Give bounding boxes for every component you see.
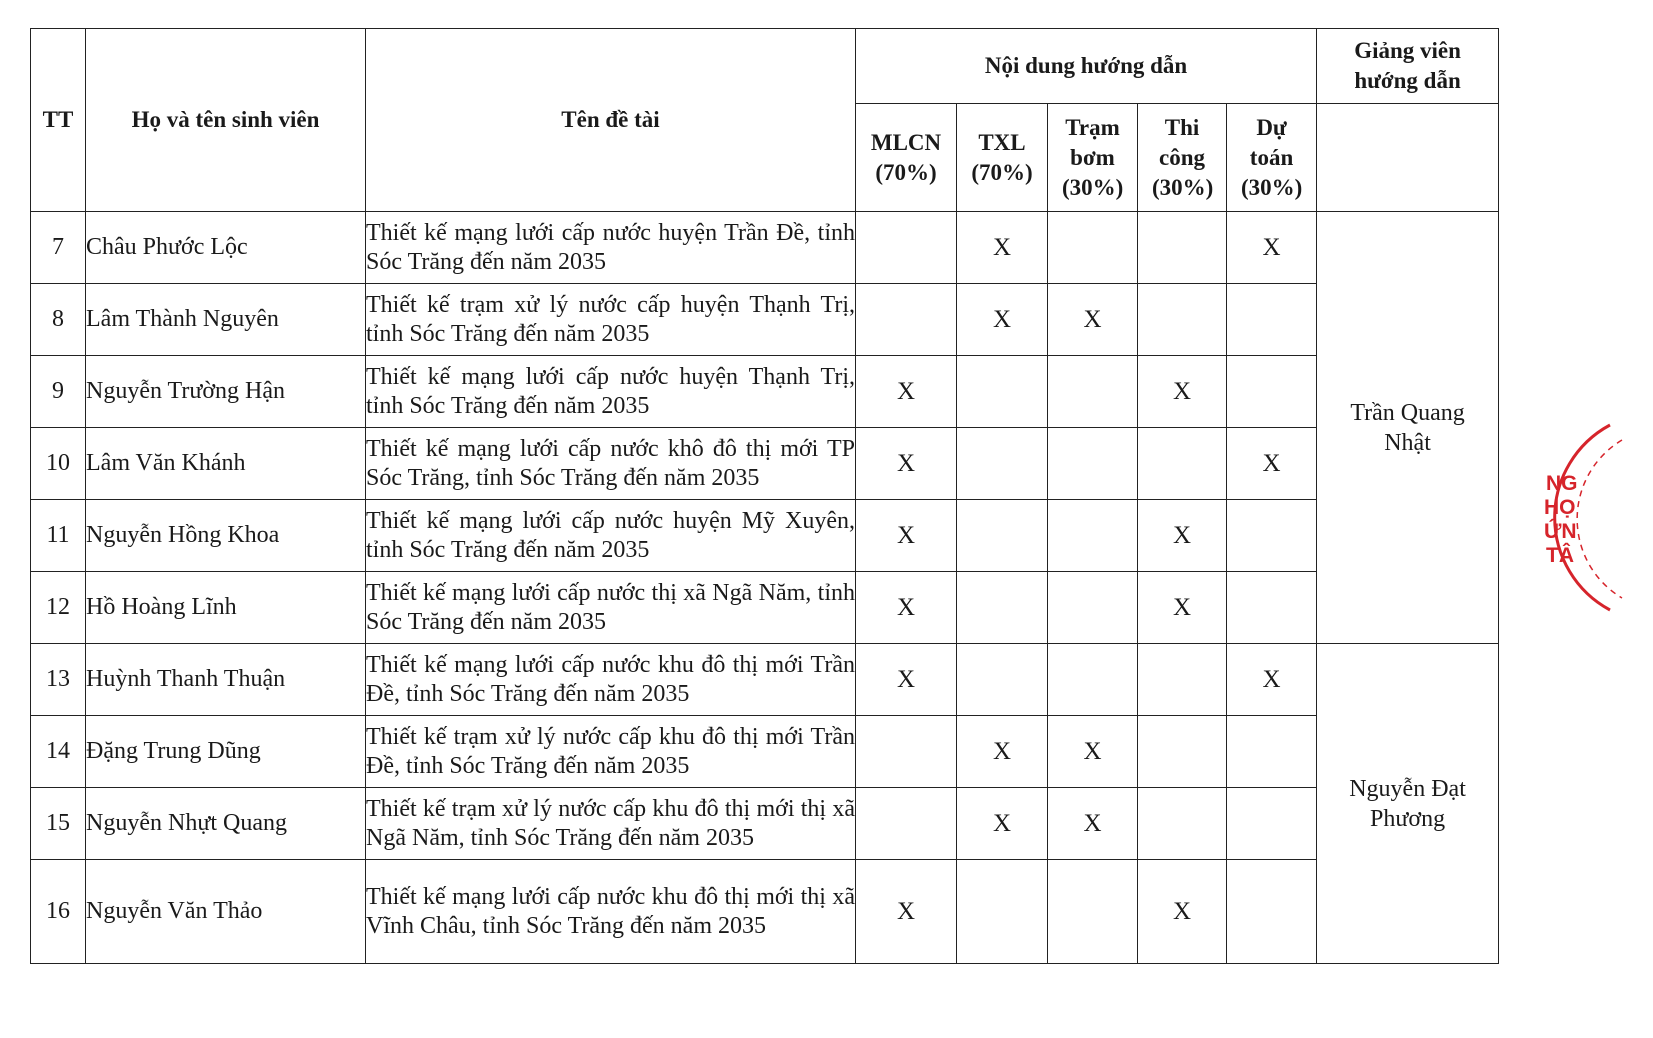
mark-mlcn [856, 284, 957, 356]
header-guidance-content: Nội dung hướng dẫn [856, 29, 1317, 104]
mark-estimate [1227, 284, 1317, 356]
table-row [31, 284, 1499, 356]
subheader-mlcn: MLCN (70%) [856, 104, 957, 212]
mark-mlcn: X [856, 860, 957, 964]
mark-construction [1138, 212, 1227, 284]
table-row [31, 644, 1499, 716]
table-body [31, 212, 1499, 964]
thesis-topic: Thiết kế trạm xử lý nước cấp khu đô thị mới thị xã Ngã Năm, tỉnh Sóc Trăng đến năm 2035 [366, 788, 856, 860]
mark-construction: X [1138, 572, 1227, 644]
subheader-advisor-empty [1317, 104, 1499, 212]
table-row [31, 500, 1499, 572]
mark-txl [957, 428, 1048, 500]
stamp-text: HỌ [1544, 496, 1576, 519]
mark-estimate: X [1227, 212, 1317, 284]
student-name: Nguyễn Nhựt Quang [86, 788, 366, 860]
mark-estimate [1227, 500, 1317, 572]
stamp-text: NG [1546, 472, 1578, 495]
header-student-name: Họ và tên sinh viên [86, 29, 366, 212]
mark-pump-station [1048, 356, 1138, 428]
mark-pump-station [1048, 860, 1138, 964]
mark-construction [1138, 644, 1227, 716]
student-name: Nguyễn Trường Hận [86, 356, 366, 428]
stamp-text: ỨN [1544, 520, 1577, 543]
mark-construction: X [1138, 500, 1227, 572]
mark-txl: X [957, 284, 1048, 356]
mark-pump-station: X [1048, 716, 1138, 788]
student-name: Nguyễn Văn Thảo [86, 860, 366, 964]
mark-estimate: X [1227, 428, 1317, 500]
table-row [31, 572, 1499, 644]
subheader-pump-station: Trạm bơm (30%) [1048, 104, 1138, 212]
thesis-topic: Thiết kế mạng lưới cấp nước huyện Trần Đề, tỉnh Sóc Trăng đến năm 2035 [366, 212, 856, 284]
mark-estimate [1227, 788, 1317, 860]
thesis-topic: Thiết kế mạng lưới cấp nước khu đô thị mới thị xã Vĩnh Châu, tỉnh Sóc Trăng đến năm 2035 [366, 860, 856, 964]
row-number: 16 [31, 860, 86, 964]
mark-mlcn: X [856, 572, 957, 644]
table-row [31, 428, 1499, 500]
mark-pump-station [1048, 572, 1138, 644]
stamp-text: TÂ [1546, 544, 1574, 567]
mark-construction [1138, 284, 1227, 356]
mark-txl [957, 500, 1048, 572]
thesis-topic: Thiết kế trạm xử lý nước cấp khu đô thị mới Trần Đề, tỉnh Sóc Trăng đến năm 2035 [366, 716, 856, 788]
header-tt: TT [31, 29, 86, 212]
thesis-assignment-table [30, 28, 1499, 964]
table-row [31, 212, 1499, 284]
table-row [31, 356, 1499, 428]
mark-txl: X [957, 788, 1048, 860]
mark-mlcn: X [856, 644, 957, 716]
mark-txl: X [957, 716, 1048, 788]
table-header [31, 29, 1499, 212]
table-row [31, 716, 1499, 788]
row-number: 14 [31, 716, 86, 788]
student-name: Hồ Hoàng Lĩnh [86, 572, 366, 644]
mark-pump-station [1048, 212, 1138, 284]
mark-estimate: X [1227, 644, 1317, 716]
thesis-topic: Thiết kế mạng lưới cấp nước khô đô thị mới TP Sóc Trăng, tỉnh Sóc Trăng đến năm 2035 [366, 428, 856, 500]
thesis-topic: Thiết kế trạm xử lý nước cấp huyện Thạnh Trị, tỉnh Sóc Trăng đến năm 2035 [366, 284, 856, 356]
advisor-name: Nguyễn Đạt Phương [1317, 644, 1499, 964]
mark-mlcn [856, 716, 957, 788]
row-number: 8 [31, 284, 86, 356]
mark-estimate [1227, 572, 1317, 644]
row-number: 12 [31, 572, 86, 644]
mark-estimate [1227, 860, 1317, 964]
table-row [31, 788, 1499, 860]
advisor-name: Trần Quang Nhật [1317, 212, 1499, 644]
mark-estimate [1227, 716, 1317, 788]
mark-estimate [1227, 356, 1317, 428]
thesis-topic: Thiết kế mạng lưới cấp nước thị xã Ngã Năm, tỉnh Sóc Trăng đến năm 2035 [366, 572, 856, 644]
header-topic: Tên đề tài [366, 29, 856, 212]
mark-mlcn: X [856, 428, 957, 500]
thesis-topic: Thiết kế mạng lưới cấp nước huyện Mỹ Xuyên, tỉnh Sóc Trăng đến năm 2035 [366, 500, 856, 572]
row-number: 7 [31, 212, 86, 284]
row-number: 13 [31, 644, 86, 716]
student-name: Châu Phước Lộc [86, 212, 366, 284]
mark-pump-station [1048, 500, 1138, 572]
thesis-topic: Thiết kế mạng lưới cấp nước khu đô thị mới Trần Đề, tỉnh Sóc Trăng đến năm 2035 [366, 644, 856, 716]
mark-construction: X [1138, 356, 1227, 428]
red-seal-stamp [1538, 410, 1653, 620]
subheader-construction: Thi công (30%) [1138, 104, 1227, 212]
mark-pump-station: X [1048, 788, 1138, 860]
row-number: 15 [31, 788, 86, 860]
subheader-estimate: Dự toán (30%) [1227, 104, 1317, 212]
mark-mlcn: X [856, 356, 957, 428]
mark-txl [957, 572, 1048, 644]
mark-construction [1138, 716, 1227, 788]
subheader-txl: TXL (70%) [957, 104, 1048, 212]
mark-construction [1138, 428, 1227, 500]
student-name: Lâm Thành Nguyên [86, 284, 366, 356]
student-name: Lâm Văn Khánh [86, 428, 366, 500]
mark-txl [957, 860, 1048, 964]
thesis-topic: Thiết kế mạng lưới cấp nước huyện Thạnh Trị, tỉnh Sóc Trăng đến năm 2035 [366, 356, 856, 428]
student-name: Đặng Trung Dũng [86, 716, 366, 788]
mark-txl: X [957, 212, 1048, 284]
stamp-inner-ring [1577, 440, 1622, 598]
table-row [31, 860, 1499, 964]
student-name: Huỳnh Thanh Thuận [86, 644, 366, 716]
mark-construction [1138, 788, 1227, 860]
mark-pump-station: X [1048, 284, 1138, 356]
header-advisor: Giảng viên hướng dẫn [1317, 29, 1499, 104]
mark-mlcn: X [856, 500, 957, 572]
student-name: Nguyễn Hồng Khoa [86, 500, 366, 572]
mark-pump-station [1048, 428, 1138, 500]
mark-pump-station [1048, 644, 1138, 716]
mark-txl [957, 644, 1048, 716]
mark-mlcn [856, 212, 957, 284]
row-number: 10 [31, 428, 86, 500]
row-number: 9 [31, 356, 86, 428]
mark-construction: X [1138, 860, 1227, 964]
mark-txl [957, 356, 1048, 428]
mark-mlcn [856, 788, 957, 860]
row-number: 11 [31, 500, 86, 572]
